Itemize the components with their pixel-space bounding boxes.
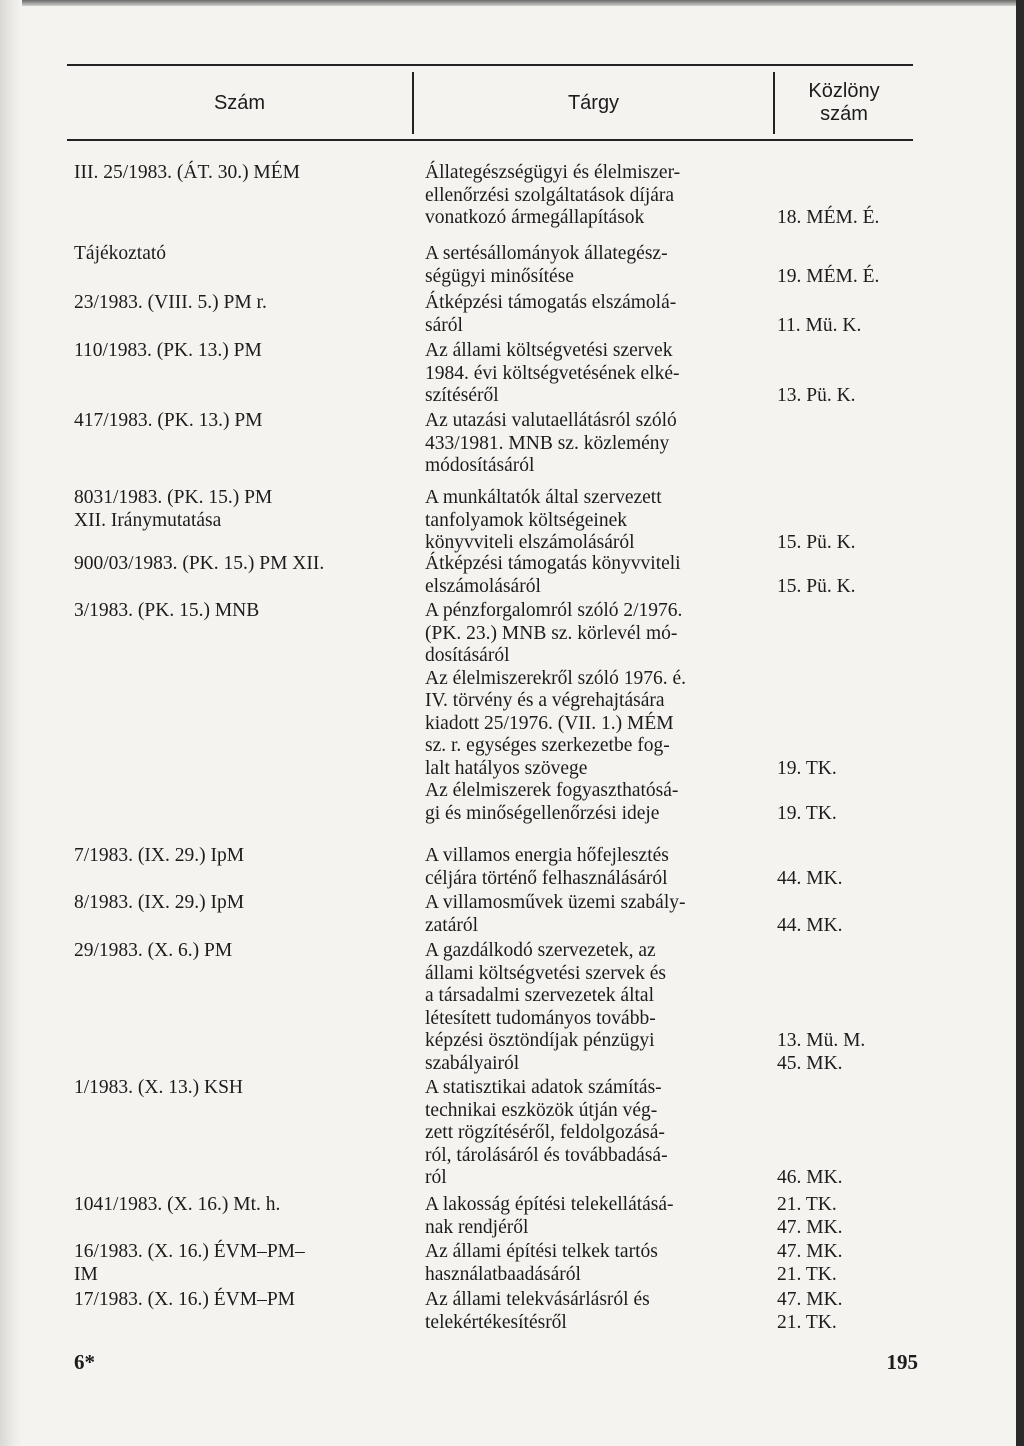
row-subject: Az állami költségvetési szervek [425,340,673,361]
row-gazette-ref: 44. MK. [777,867,843,889]
header-bottom-rule [67,139,913,141]
row-subject: A villamos energia hőfejlesztés [425,845,669,866]
row-subject: Az állami telekvásárlásról és [425,1289,650,1310]
row-number: III. 25/1983. (ÁT. 30.) MÉM [74,162,301,183]
row-subject: sáról [425,314,463,336]
row-subject: A gazdálkodó szervezetek, az [425,940,656,961]
row-subject: lalt hatályos szövege [425,757,588,779]
row-subject: a társadalmi szervezetek által [425,985,654,1006]
row-subject: tanfolyamok költségeinek [425,509,627,531]
row-subject: Állategészségügyi és élelmiszer- [425,162,681,183]
header-number: Szám [213,91,266,114]
row-subject: ellenőrzési szolgáltatások díjára [425,184,675,206]
row-number: 417/1983. (PK. 13.) PM [74,410,263,431]
header-subject: Tárgy [567,91,620,114]
header-gazette-line1: Közlöny [808,80,880,102]
row-subject: könyvviteli elszámolásáról [425,532,635,553]
row-gazette-ref: 21. TK. [777,1263,837,1285]
row-subject: vonatkozó ármegállapítások [425,207,645,228]
row-gazette-ref: 47. MK. [777,1241,843,1262]
row-subject: állami költségvetési szervek és [425,962,666,984]
header-gazette-number [775,64,913,142]
row-subject: céljára történő felhasználásáról [425,867,668,889]
row-gazette-ref: 46. MK. [777,1167,843,1188]
row-subject: szabályairól [425,1052,520,1074]
page-top-edge [0,0,1024,6]
row-subject: IV. törvény és a végrehajtására [425,690,665,711]
row-gazette-ref: 19. MÉM. É. [777,265,880,287]
row-number: IM [74,1263,98,1285]
row-number: 17/1983. (X. 16.) ÉVM–PM [74,1289,296,1310]
row-gazette-ref: 45. MK. [777,1052,843,1074]
row-subject: A sertésállományok állategész- [425,243,668,264]
row-subject: Átképzési támogatás elszámolá- [425,292,677,313]
header-gazette-line2: szám [820,103,868,125]
row-subject: zatáról [425,914,479,936]
row-gazette-ref: 21. TK. [777,1311,837,1333]
row-number: Tájékoztató [74,243,167,264]
row-gazette-ref: 19. TK. [777,757,837,779]
row-number: 900/03/1983. (PK. 15.) PM XII. [74,553,325,574]
row-subject: Az utazási valutaellátásról szóló [425,410,677,431]
row-number: XII. Iránymutatása [74,509,222,531]
row-gazette-ref: 11. Mü. K. [777,314,862,336]
row-subject: nak rendjéről [425,1216,529,1238]
row-number: 8/1983. (IX. 29.) IpM [74,892,245,913]
row-subject: szítéséről [425,385,499,406]
row-gazette-ref: 18. MÉM. É. [777,207,880,228]
row-number: 8031/1983. (PK. 15.) PM [74,487,273,508]
row-number: 3/1983. (PK. 15.) MNB [74,600,260,621]
row-subject: Az élelmiszerek fogyaszthatósá- [425,780,679,801]
row-subject: sz. r. egységes szerkezetbe fog- [425,735,670,756]
row-gazette-ref: 47. MK. [777,1289,843,1310]
row-subject: A munkáltatók által szervezett [425,487,662,508]
row-gazette-ref: 21. TK. [777,1194,837,1215]
row-number: 1041/1983. (X. 16.) Mt. h. [74,1194,281,1215]
row-number: 23/1983. (VIII. 5.) PM r. [74,292,267,313]
row-subject: 433/1981. MNB sz. közlemény [425,432,670,454]
row-number: 7/1983. (IX. 29.) IpM [74,845,245,866]
row-subject: Az állami építési telkek tartós [425,1241,658,1262]
row-subject: Átképzési támogatás könyvviteli [425,553,681,574]
row-gazette-ref: 13. Pü. K. [777,385,856,406]
row-subject: A pénzforgalomról szóló 2/1976. [425,600,683,621]
row-subject: ségügyi minősítése [425,265,574,287]
page-number: 195 [886,1350,918,1374]
row-subject: Az élelmiszerekről szóló 1976. é. [425,667,686,689]
row-gazette-ref: 15. Pü. K. [777,532,856,553]
row-subject: A villamosművek üzemi szabály- [425,892,686,913]
row-gazette-ref: 44. MK. [777,914,843,936]
row-subject: technikai eszközök útján vég- [425,1099,658,1121]
row-subject: ról, tárolásáról és továbbadásá- [425,1144,668,1166]
row-subject: használatbaadásáról [425,1263,581,1285]
row-subject: telekértékesítésről [425,1311,567,1333]
row-subject: A statisztikai adatok számítás- [425,1077,662,1098]
row-subject: gi és minőségellenőrzési ideje [425,802,660,824]
row-number: 29/1983. (X. 6.) PM [74,940,233,961]
row-subject: A lakosság építési telekellátásá- [425,1194,674,1215]
row-subject: elszámolásáról [425,575,541,597]
page-binding-edge [0,0,22,1446]
signature-mark: 6* [74,1350,95,1374]
row-subject: kiadott 25/1976. (VII. 1.) MÉM [425,712,674,734]
row-number: 110/1983. (PK. 13.) PM [74,340,262,361]
row-number: 1/1983. (X. 13.) KSH [74,1077,243,1098]
row-gazette-ref: 13. Mü. M. [777,1030,866,1051]
row-subject: ról [425,1167,447,1188]
row-subject: zett rögzítéséről, feldolgozásá- [425,1122,665,1143]
row-gazette-ref: 47. MK. [777,1216,843,1238]
table-header [67,64,913,142]
row-subject: 1984. évi költségvetésének elké- [425,362,680,384]
row-subject: képzési ösztöndíjak pénzügyi [425,1030,655,1051]
row-subject: módosításáról [425,455,535,476]
row-gazette-ref: 15. Pü. K. [777,575,856,597]
row-subject: (PK. 23.) MNB sz. körlevél mó- [425,622,678,644]
row-subject: létesített tudományos tovább- [425,1007,656,1029]
row-subject: dosításáról [425,645,510,666]
page-right-edge [1016,0,1024,1446]
row-gazette-ref: 19. TK. [777,802,837,824]
row-number: 16/1983. (X. 16.) ÉVM–PM– [74,1241,305,1262]
